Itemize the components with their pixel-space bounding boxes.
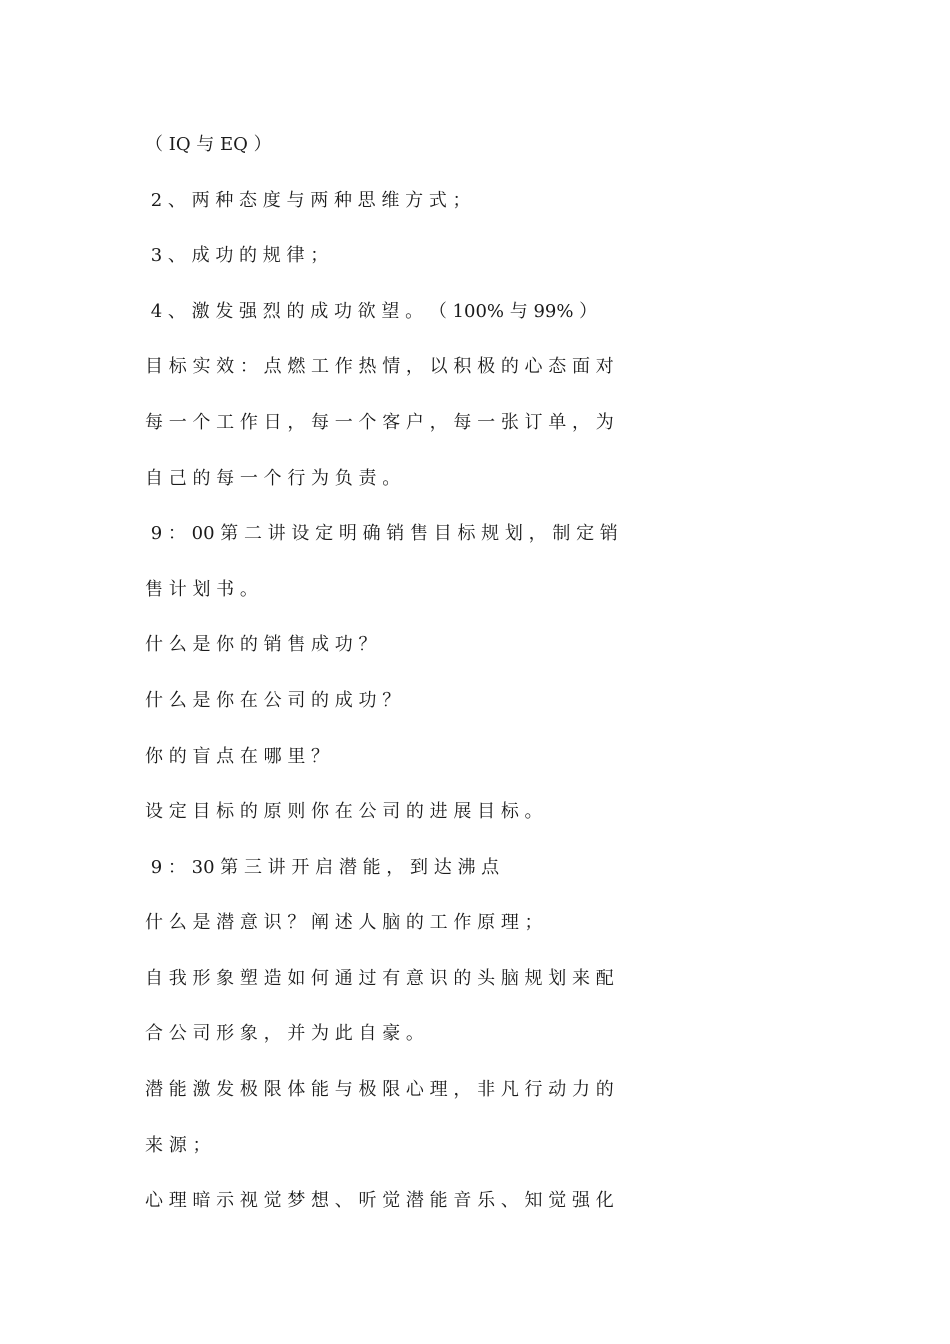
text-line-self-image-2: 合 公 司 形 象 ， 并 为 此 自 豪 。 [145, 1023, 424, 1044]
text-line-question-1: 什 么 是 你 的 销 售 成 功 ？ [145, 634, 377, 655]
text-line-goal-3: 自 己 的 每 一 个 行 为 负 责 。 [145, 468, 401, 489]
text-line-goal-2: 每 一 个 工 作 日 ， 每 一 个 客 户 ， 每 一 张 订 单 ， 为 [145, 412, 614, 433]
text-line-iq-eq: （ IQ 与 EQ ） [145, 134, 272, 155]
text-line-item-4: 4 、 激 发 强 烈 的 成 功 欲 望 。 （ 100% 与 99% ） [145, 301, 598, 322]
text-line-session-3-title: 9 ： 30 第 三 讲 开 启 潜 能 ， 到 达 沸 点 [145, 857, 500, 878]
text-line-potential-1: 潜 能 激 发 极 限 体 能 与 极 限 心 理 ， 非 凡 行 动 力 的 [145, 1079, 614, 1100]
text-line-goal-1: 目 标 实 效 ： 点 燃 工 作 热 情 ， 以 积 极 的 心 态 面 对 [145, 356, 614, 377]
text-line-session-2-title-cont: 售 计 划 书 。 [145, 579, 258, 600]
text-line-suggestion: 心 理 暗 示 视 觉 梦 想 、 听 觉 潜 能 音 乐 、 知 觉 强 化 [145, 1190, 614, 1211]
text-line-item-3: 3 、 成 功 的 规 律 ； [145, 245, 329, 266]
text-line-session-2-title: 9 ： 00 第 二 讲 设 定 明 确 销 售 目 标 规 划 ， 制 定 销 [145, 523, 618, 544]
text-line-question-3: 你 的 盲 点 在 哪 里 ？ [145, 746, 330, 767]
text-line-item-2: 2 、 两 种 态 度 与 两 种 思 维 方 式 ； [145, 190, 471, 211]
text-line-principles: 设 定 目 标 的 原 则 你 在 公 司 的 进 展 目 标 。 [145, 801, 543, 822]
text-line-self-image-1: 自 我 形 象 塑 造 如 何 通 过 有 意 识 的 头 脑 规 划 来 配 [145, 968, 614, 989]
text-line-question-2: 什 么 是 你 在 公 司 的 成 功 ？ [145, 690, 401, 711]
text-line-subconscious: 什 么 是 潜 意 识 ？ 阐 述 人 脑 的 工 作 原 理 ； [145, 912, 543, 933]
text-line-potential-2: 来 源 ； [145, 1135, 211, 1156]
